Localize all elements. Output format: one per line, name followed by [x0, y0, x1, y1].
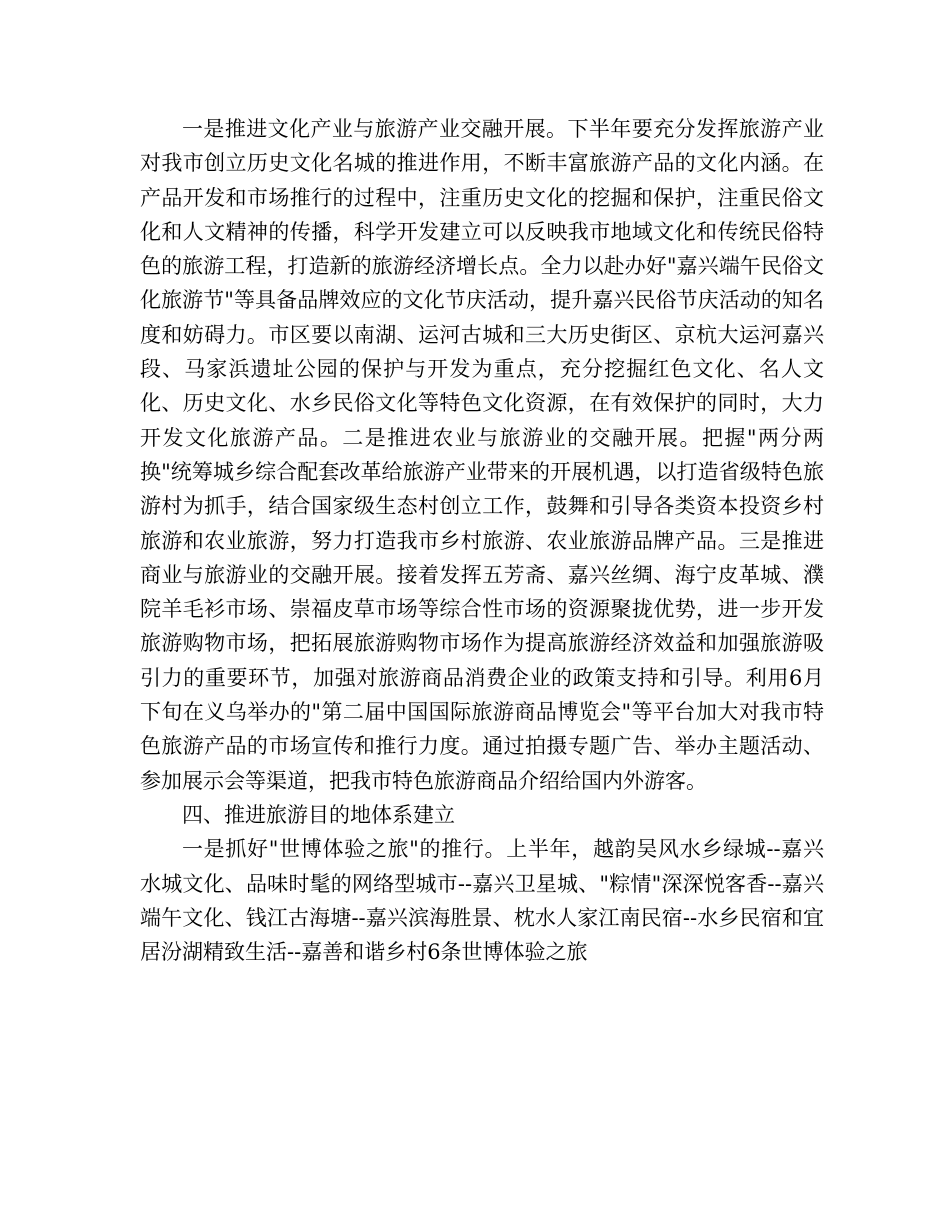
section-heading-destination-system: 四、推进旅游目的地体系建立	[182, 802, 455, 827]
document-page	[140, 112, 824, 969]
paragraph-expo-tour: 一是抓好"世博体验之旅"的推行。上半年，越韵吴风水乡绿城--嘉兴水城文化、品味时髦的网络型城市--嘉兴卫星城、"粽情"深深悦客香--嘉兴端午文化、钱江古海塘--嘉兴滨海胜景、枕水人家江南民宿--水乡民宿和宜居汾湖精致生活--嘉善和谐乡村6条世博体验之旅	[140, 837, 824, 965]
paragraph-industry-integration: 一是推进文化产业与旅游产业交融开展。下半年要充分发挥旅游产业对我市创立历史文化名城的推进作用，不断丰富旅游产品的文化内涵。在产品开发和市场推行的过程中，注重历史文化的挖掘和保护，注重民俗文化和人文精神的传播，科学开发建立可以反映我市地域文化和传统民俗特色的旅游工程，打造新的旅游经济增长点。全力以赴办好"嘉兴端午民俗文化旅游节"等具备品牌效应的文化节庆活动，提升嘉兴民俗节庆活动的知名度和妨碍力。市区要以南湖、运河古城和三大历史街区、京杭大运河嘉兴段、马家浜遗址公园的保护与开发为重点，充分挖掘红色文化、名人文化、历史文化、水乡民俗文化等特色文化资源，在有效保护的同时，大力开发文化旅游产品。二是推进农业与旅游业的交融开展。把握"两分两换"统筹城乡综合配套改革给旅游产业带来的开展机遇，以打造省级特色旅游村为抓手，结合国家级生态村创立工作，鼓舞和引导各类资本投资乡村旅游和农业旅游，努力打造我市乡村旅游、农业旅游品牌产品。三是推进商业与旅游业的交融开展。接着发挥五芳斋、嘉兴丝绸、海宁皮革城、濮院羊毛衫市场、崇福皮草市场等综合性市场的资源聚拢优势，进一步开发旅游购物市场，把拓展旅游购物市场作为提高旅游经济效益和加强旅游吸引力的重要环节，加强对旅游商品消费企业的政策支持和引导。利用6月下旬在义乌举办的"第二届中国国际旅游商品博览会"等平台加大对我市特色旅游产品的市场宣传和推行力度。通过拍摄专题广告、举办主题活动、参加展示会等渠道，把我市特色旅游商品介绍给国内外游客。	[140, 117, 824, 793]
